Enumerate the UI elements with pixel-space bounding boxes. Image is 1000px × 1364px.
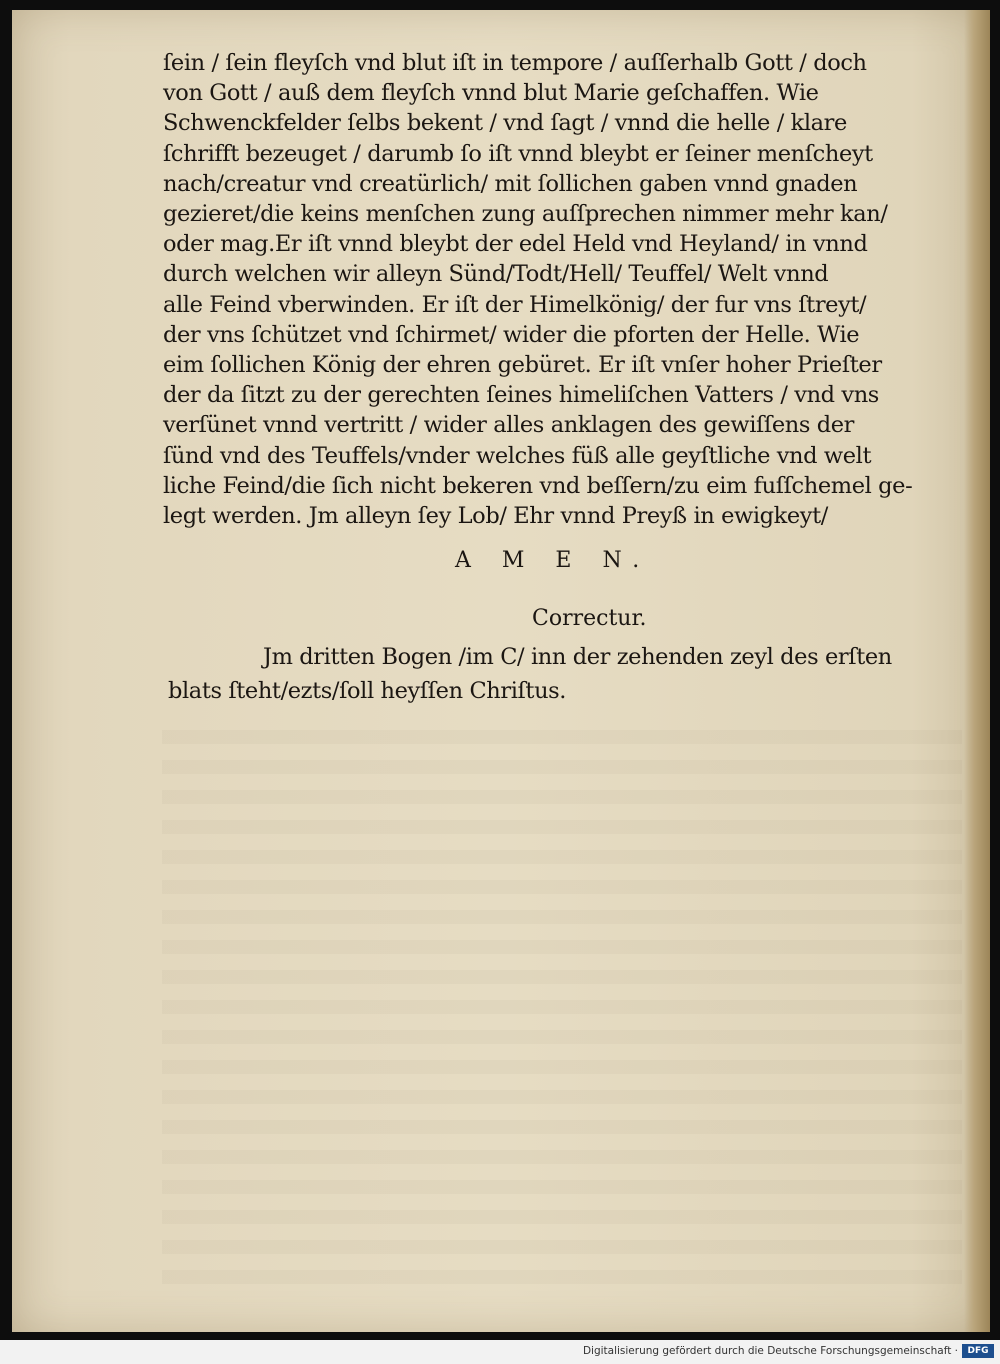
text-line: ſünd vnd des Teuffels/vnder welches füß alle geyſtliche vnd welt	[163, 442, 872, 469]
page-edge	[964, 10, 990, 1332]
footer-credit: Digitalisierung gefördert durch die Deutsche Forschungsgemeinschaft ·	[582, 1345, 958, 1357]
text-line: von Gott / auß dem fleyſch vnnd blut Marie geſchaffen. Wie	[163, 80, 819, 107]
text-line: verſünet vnnd vertritt / wider alles anklagen des gewiſſens der	[163, 412, 855, 439]
text-line: gezieret/die keins menſchen zung auſſprechen nimmer mehr kan/	[163, 201, 888, 228]
text-line: Schwenckfelder ſelbs bekent / vnd ſagt / vnnd die helle / klare	[163, 110, 847, 137]
text-line: der da ſitzt zu der gerechten ſeines himeliſchen Vatters / vnd vns	[163, 382, 879, 409]
text-line: der vns ſchützet vnd ſchirmet/ wider die pforten der Helle. Wie	[163, 321, 860, 348]
amen-line: A M E N.	[455, 548, 652, 573]
text-line: liche Feind/die ſich nicht bekeren vnd beſſern/zu eim fuſſchemel ge-	[163, 472, 913, 499]
text-line: alle Feind vberwinden. Er iſt der Himelkönig/ der fur vns ſtreyt/	[163, 291, 867, 318]
main-text-block	[163, 48, 953, 531]
correctur-body	[168, 640, 958, 708]
text-line: ſein / ſein fleyſch vnd blut iſt in tempore / auſſerhalb Gott / doch	[163, 50, 867, 76]
text-line: oder mag.Er iſt vnnd bleybt der edel Held vnd Heyland/ in vnnd	[163, 231, 868, 258]
text-line: durch welchen wir alleyn Sünd/Todt/Hell/ Teuffel/ Welt vnnd	[163, 261, 829, 288]
correctur-heading: Correctur.	[532, 606, 647, 631]
text-line: eim ſollichen König der ehren gebüret. Er iſt vnſer hoher Prieſter	[163, 352, 882, 379]
text-line: ſchrifft bezeuget / darumb ſo iſt vnnd bleybt er ſeiner menſcheyt	[163, 140, 873, 167]
text-line: legt werden. Jm alleyn ſey Lob/ Ehr vnnd Preyß in ewigkeyt/	[163, 503, 828, 530]
correctur-line-2: blats ſteht/ezts/ſoll heyſſen Chriſtus.	[168, 678, 567, 704]
correctur-line-1: Jm dritten Bogen /im C/ inn der zehenden zeyl des erſten	[263, 644, 892, 670]
text-line: nach/creatur vnd creatürlich/ mit ſollichen gaben vnnd gnaden	[163, 170, 858, 197]
dfg-logo: DFG	[962, 1344, 994, 1358]
show-through	[162, 730, 962, 1290]
